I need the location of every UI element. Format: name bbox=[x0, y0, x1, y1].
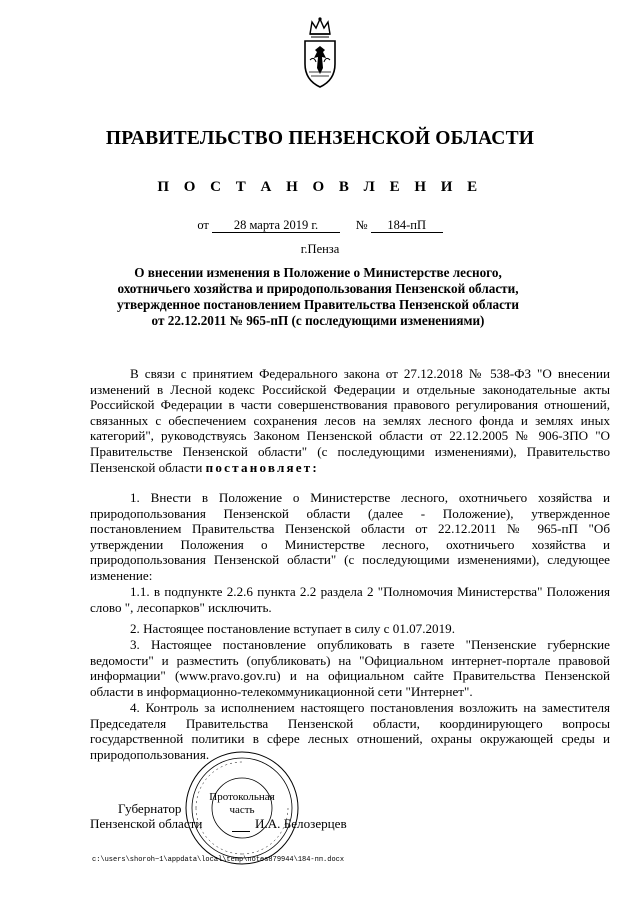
coat-of-arms-emblem bbox=[296, 16, 344, 90]
signatory-name: И.А. Белозерцев bbox=[255, 816, 347, 831]
subject-line: от 22.12.2011 № 965-пП (с последующими изменениями) bbox=[151, 313, 485, 328]
organization-title: ПРАВИТЕЛЬСТВО ПЕНЗЕНСКОЙ ОБЛАСТИ bbox=[105, 128, 535, 149]
item-1-1-paragraph: 1.1. в подпункте 2.2.6 пункта 2.2 раздела 2 "Полномочия Министерства" Положения слово ", лесопарков" исключить. bbox=[90, 584, 610, 615]
document-subject bbox=[108, 265, 528, 329]
intro-paragraph bbox=[90, 366, 610, 475]
item-2-paragraph: 2. Настоящее постановление вступает в силу с 01.07.2019. bbox=[130, 621, 455, 636]
city-label: г.Пенза bbox=[300, 242, 340, 256]
signatory-title-line1: Губернатор bbox=[118, 801, 182, 816]
stamp-text bbox=[207, 791, 277, 817]
item-1-paragraph: 1. Внести в Положение о Министерстве лесного, охотничьего хозяйства и природопользования Пензенской области (далее - Положение), утвержденное постановлением Правительства Пензенской области от 22.12.2011 № 965-пП "Об утверждении Положения о Министерстве лесного, охотничьего хозяйства и природопользования Пензенской области" (с последующими изменениями), следующее изменение: bbox=[90, 490, 610, 583]
subject-line: О внесении изменения в Положение о Министерстве лесного, bbox=[134, 265, 502, 280]
intro-text: В связи с принятием Федерального закона от 27.12.2018 № 538-ФЗ "О внесении изменений в Лесной кодекс Российской Федерации и отдельные законодательные акты Российской Федерации в части совершенствования правового регулирования отношений, связанных с обеспечением сохранения лесов на землях лесного фонда и землях иных категорий", руководствуясь Законом Пензенской области от 22.12.2005 № 906-ЗПО "О Правительстве Пензенской области" (с последующими изменениями), Правительство Пензенской области bbox=[90, 366, 610, 475]
subject-line: охотничьего хозяйства и природопользования Пензенской области, bbox=[117, 281, 519, 296]
stamp-text-line: Протокольная bbox=[209, 791, 275, 803]
document-type-title: П О С Т А Н О В Л Е Н И Е bbox=[157, 179, 483, 195]
item-3-paragraph: 3. Настоящее постановление опубликовать в газете "Пензенские губернские ведомости" и разместить (опубликовать) на "Официальном интернет-портале правовой информации" (www.pravo.gov.ru) и на официальном сайте Правительства Пензенской области в информационно-телекоммуникационной сети "Интернет". bbox=[90, 637, 610, 699]
signature-line bbox=[232, 831, 250, 832]
document-number: 184-пП bbox=[371, 218, 443, 233]
item-4-paragraph: 4. Контроль за исполнением настоящего постановления возложить на заместителя Председателя Правительства Пензенской области, координирующего вопросы государственной политики в сфере лесных отношений, охраны окружающей среды и природопользования. bbox=[90, 700, 610, 762]
subject-line: утвержденное постановлением Правительства Пензенской области bbox=[116, 297, 520, 312]
file-path-footer: c:\users\shoroh~1\appdata\local\temp\notes879944\184-пп.docx bbox=[92, 856, 345, 864]
date-number-line bbox=[0, 218, 640, 233]
date-prefix: от bbox=[197, 218, 209, 232]
stamp-text-line: часть bbox=[229, 804, 255, 816]
document-date: 28 марта 2019 г. bbox=[212, 218, 340, 233]
resolves-word: постановляет: bbox=[205, 459, 319, 475]
number-prefix: № bbox=[355, 218, 368, 232]
signatory-title-line2: Пензенской области bbox=[90, 816, 203, 831]
